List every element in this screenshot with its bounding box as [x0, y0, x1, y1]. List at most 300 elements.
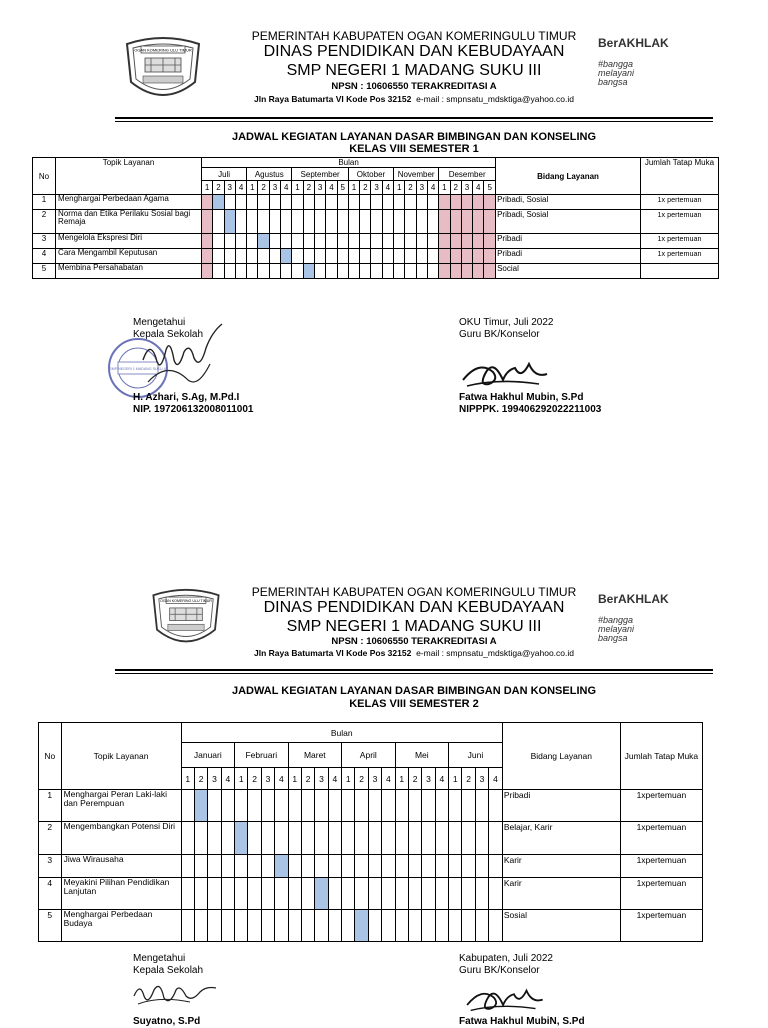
month-header: November — [394, 168, 439, 181]
week-cell — [303, 210, 314, 234]
row-topic: Menghargai Peran Laki-laki dan Perempuan — [61, 790, 181, 822]
week-header: 3 — [422, 768, 435, 790]
col-header-no: No — [39, 723, 62, 790]
email-text: e-mail : smpnsatu_mdsktiga@yahoo.co.id — [416, 94, 574, 104]
week-cell — [461, 195, 472, 210]
week-cell — [301, 855, 314, 878]
week-cell — [394, 249, 405, 264]
week-cell — [328, 878, 341, 910]
week-cell — [261, 910, 274, 942]
week-cell — [439, 234, 450, 249]
row-no: 1 — [39, 790, 62, 822]
week-cell — [213, 234, 224, 249]
week-cell — [247, 249, 258, 264]
week-cell — [439, 249, 450, 264]
week-header: 3 — [269, 181, 280, 195]
week-cell — [489, 790, 503, 822]
month-header: April — [342, 743, 396, 768]
week-cell — [348, 234, 359, 249]
col-header-bulan: Bulan — [181, 723, 502, 743]
month-header: Juli — [202, 168, 247, 181]
sign-right-role: Guru BK/Konselor — [459, 329, 540, 340]
week-header: 3 — [315, 768, 328, 790]
week-cell — [269, 234, 280, 249]
week-cell — [235, 822, 248, 855]
week-cell — [326, 195, 337, 210]
week-cell — [247, 234, 258, 249]
week-cell — [221, 822, 234, 855]
week-cell — [224, 234, 235, 249]
week-cell — [213, 249, 224, 264]
week-cell — [314, 234, 325, 249]
week-cell — [213, 195, 224, 210]
header-row — [39, 723, 703, 743]
week-cell — [326, 249, 337, 264]
week-cell — [416, 234, 427, 249]
week-cell — [221, 910, 234, 942]
week-cell — [368, 790, 381, 822]
week-cell — [326, 210, 337, 234]
week-cell — [224, 210, 235, 234]
row-no: 2 — [39, 822, 62, 855]
week-cell — [235, 234, 246, 249]
headmaster-signature — [138, 320, 228, 395]
week-cell — [281, 210, 292, 234]
row-bidang: Pribadi, Sosial — [496, 210, 641, 234]
month-header: Oktober — [348, 168, 393, 181]
sem1-subtitle: KELAS VIII SEMESTER 1 — [349, 143, 479, 155]
week-cell — [181, 878, 194, 910]
counselor-name: Fatwa Hakhul Mubin, S.Pd — [459, 392, 584, 403]
week-cell — [261, 855, 274, 878]
week-cell — [439, 264, 450, 279]
week-cell — [275, 855, 288, 878]
week-cell — [221, 790, 234, 822]
week-cell — [247, 210, 258, 234]
week-cell — [258, 210, 269, 234]
week-cell — [427, 195, 438, 210]
week-cell — [475, 790, 488, 822]
week-cell — [449, 790, 462, 822]
table-row — [39, 855, 703, 878]
row-no: 4 — [39, 878, 62, 910]
week-cell — [360, 234, 371, 249]
week-cell — [395, 822, 408, 855]
week-cell — [315, 790, 328, 822]
week-cell — [368, 910, 381, 942]
week-cell — [235, 195, 246, 210]
week-header: 2 — [450, 181, 461, 195]
week-cell — [450, 210, 461, 234]
week-cell — [382, 790, 395, 822]
week-cell — [258, 264, 269, 279]
week-header: 1 — [342, 768, 355, 790]
week-cell — [224, 249, 235, 264]
week-cell — [473, 264, 484, 279]
week-cell — [315, 855, 328, 878]
week-cell — [449, 855, 462, 878]
week-header: 3 — [371, 181, 382, 195]
week-cell — [202, 234, 213, 249]
week-cell — [462, 790, 475, 822]
week-cell — [360, 249, 371, 264]
week-cell — [348, 264, 359, 279]
week-cell — [394, 195, 405, 210]
school-name-2: SMP NEGERI 1 MADANG SUKU III — [286, 618, 542, 635]
week-cell — [427, 234, 438, 249]
npsn-line-2: NPSN : 10606550 TERAKREDITASI A — [331, 636, 497, 647]
week-cell — [450, 264, 461, 279]
week-cell — [269, 195, 280, 210]
row-jumlah: 1x pertemuan — [640, 234, 718, 249]
week-cell — [221, 855, 234, 878]
week-cell — [258, 249, 269, 264]
row-no: 5 — [39, 910, 62, 942]
week-cell — [382, 910, 395, 942]
col-header-bidang: Bidang Layanan — [496, 158, 641, 195]
email-text-2: e-mail : smpnsatu_mdsktiga@yahoo.co.id — [416, 648, 574, 658]
row-jumlah: 1xpertemuan — [620, 878, 702, 910]
week-header: 3 — [368, 768, 381, 790]
week-cell — [489, 822, 503, 855]
week-cell — [328, 910, 341, 942]
week-cell — [288, 822, 301, 855]
week-cell — [275, 822, 288, 855]
row-no: 3 — [33, 234, 56, 249]
week-header: 1 — [348, 181, 359, 195]
week-cell — [355, 790, 368, 822]
week-cell — [382, 855, 395, 878]
week-cell — [422, 790, 435, 822]
table-row — [33, 195, 719, 210]
week-cell — [224, 195, 235, 210]
week-cell — [342, 910, 355, 942]
week-cell — [269, 210, 280, 234]
week-cell — [408, 910, 421, 942]
row-bidang: Pribadi — [496, 249, 641, 264]
row-topic: Mengelola Ekspresi Diri — [56, 234, 202, 249]
week-cell — [303, 234, 314, 249]
col-header-topic: Topik Layanan — [56, 158, 202, 195]
row-bidang: Belajar, Karir — [502, 822, 620, 855]
week-header: 1 — [181, 768, 194, 790]
week-cell — [475, 910, 488, 942]
row-topic: Cara Mengambil Keputusan — [56, 249, 202, 264]
week-cell — [315, 822, 328, 855]
week-header: 1 — [292, 181, 303, 195]
week-cell — [484, 234, 496, 249]
week-cell — [484, 195, 496, 210]
week-cell — [194, 855, 207, 878]
week-cell — [247, 195, 258, 210]
week-cell — [292, 234, 303, 249]
table-row — [33, 249, 719, 264]
week-cell — [348, 195, 359, 210]
week-cell — [435, 855, 448, 878]
week-cell — [202, 249, 213, 264]
row-bidang: Karir — [502, 855, 620, 878]
week-cell — [368, 855, 381, 878]
week-cell — [301, 790, 314, 822]
week-header: 4 — [435, 768, 448, 790]
week-cell — [202, 210, 213, 234]
week-cell — [473, 249, 484, 264]
week-cell — [405, 234, 416, 249]
week-cell — [181, 855, 194, 878]
letterhead-rule-2 — [115, 669, 713, 674]
week-cell — [450, 249, 461, 264]
week-header: 1 — [395, 768, 408, 790]
week-cell — [337, 249, 348, 264]
week-header: 1 — [288, 768, 301, 790]
week-cell — [235, 210, 246, 234]
week-header: 2 — [303, 181, 314, 195]
week-cell — [422, 855, 435, 878]
week-header: 1 — [235, 768, 248, 790]
week-cell — [394, 210, 405, 234]
col-header-bulan: Bulan — [202, 158, 496, 168]
sem1-title: JADWAL KEGIATAN LAYANAN DASAR BIMBINGAN DAN KONSELING — [231, 131, 597, 143]
col-header-topic: Topik Layanan — [61, 723, 181, 790]
week-cell — [342, 855, 355, 878]
week-cell — [261, 790, 274, 822]
week-cell — [489, 878, 503, 910]
week-header: 4 — [328, 768, 341, 790]
headmaster-nip: NIP. 197206132008011001 — [133, 404, 254, 415]
row-topic: Norma dan Etika Perilaku Sosial bagi Remaja — [56, 210, 202, 234]
week-cell — [261, 878, 274, 910]
week-cell — [303, 264, 314, 279]
week-cell — [281, 234, 292, 249]
table-row — [33, 210, 719, 234]
week-cell — [484, 264, 496, 279]
week-cell — [422, 878, 435, 910]
week-cell — [314, 210, 325, 234]
week-cell — [281, 195, 292, 210]
row-no: 5 — [33, 264, 56, 279]
headmaster-name: H. Azhari, S.Ag, M.Pd.I — [133, 392, 240, 403]
table-row — [33, 234, 719, 249]
week-cell — [248, 878, 261, 910]
sem2-headmaster-name: Suyatno, S.Pd — [133, 1016, 201, 1027]
week-cell — [416, 249, 427, 264]
week-cell — [439, 195, 450, 210]
week-cell — [235, 249, 246, 264]
row-topic: Mengembangkan Potensi Diri — [61, 822, 181, 855]
week-cell — [258, 195, 269, 210]
week-cell — [355, 855, 368, 878]
week-header: 4 — [275, 768, 288, 790]
table-row — [33, 264, 719, 279]
week-header: 4 — [326, 181, 337, 195]
week-header: 3 — [208, 768, 221, 790]
week-cell — [342, 822, 355, 855]
week-cell — [449, 878, 462, 910]
headmaster-signature-2 — [130, 976, 220, 1012]
week-cell — [202, 195, 213, 210]
week-cell — [382, 264, 393, 279]
week-cell — [408, 822, 421, 855]
regency-seal-logo — [123, 36, 203, 100]
header-row — [33, 158, 719, 168]
govt-name: PEMERINTAH KABUPATEN OGAN KOMERINGULU TIMUR — [251, 29, 577, 43]
week-cell — [450, 234, 461, 249]
week-cell — [342, 790, 355, 822]
week-cell — [342, 878, 355, 910]
week-cell — [416, 210, 427, 234]
week-cell — [208, 878, 221, 910]
week-cell — [194, 878, 207, 910]
row-jumlah: 1x pertemuan — [640, 249, 718, 264]
week-cell — [382, 195, 393, 210]
row-bidang: Social — [496, 264, 641, 279]
sign-left-role: Kepala Sekolah — [133, 329, 204, 340]
berakhlak-logo — [598, 36, 678, 96]
seal-text: OGAN KOMERING ULU TIMUR — [134, 47, 192, 53]
week-cell — [422, 822, 435, 855]
week-cell — [208, 790, 221, 822]
week-cell — [292, 210, 303, 234]
week-header: 5 — [484, 181, 496, 195]
week-cell — [355, 878, 368, 910]
week-cell — [213, 210, 224, 234]
week-cell — [194, 910, 207, 942]
sem1-counselor — [459, 392, 601, 416]
week-cell — [462, 878, 475, 910]
berakhlak-brand-2: BerAKHLAK — [598, 592, 669, 606]
week-header: 2 — [462, 768, 475, 790]
week-header: 2 — [258, 181, 269, 195]
week-cell — [371, 264, 382, 279]
week-cell — [394, 234, 405, 249]
sem2-sign-left-role: Kepala Sekolah — [133, 965, 204, 976]
table-row — [39, 790, 703, 822]
week-cell — [405, 264, 416, 279]
schedule-table-sem2 — [38, 722, 703, 942]
week-cell — [337, 210, 348, 234]
week-cell — [435, 878, 448, 910]
week-cell — [395, 855, 408, 878]
week-cell — [281, 264, 292, 279]
sem2-counselor — [459, 1016, 585, 1028]
row-topic: Menghargai Perbedaan Budaya — [61, 910, 181, 942]
week-cell — [348, 249, 359, 264]
week-cell — [202, 264, 213, 279]
row-topic: Menghargai Perbedaan Agama — [56, 195, 202, 210]
sem2-sign-right-role: Guru BK/Konselor — [459, 965, 540, 976]
office-name-2: DINAS PENDIDIKAN DAN KEBUDAYAAN — [263, 599, 565, 616]
week-cell — [371, 210, 382, 234]
row-jumlah: 1xpertemuan — [620, 855, 702, 878]
week-cell — [473, 234, 484, 249]
week-cell — [382, 210, 393, 234]
week-cell — [314, 195, 325, 210]
week-header: 2 — [248, 768, 261, 790]
week-cell — [382, 822, 395, 855]
week-cell — [208, 855, 221, 878]
week-cell — [301, 878, 314, 910]
week-cell — [303, 249, 314, 264]
sem2-subtitle: KELAS VIII SEMESTER 2 — [349, 698, 479, 710]
seal-text-2: OGAN KOMERING ULU TIMUR — [160, 599, 212, 604]
col-header-no: No — [33, 158, 56, 195]
week-cell — [235, 855, 248, 878]
week-cell — [181, 790, 194, 822]
week-cell — [248, 855, 261, 878]
week-cell — [475, 822, 488, 855]
row-jumlah: 1x pertemuan — [640, 195, 718, 210]
month-header: Januari — [181, 743, 235, 768]
row-bidang: Pribadi — [502, 790, 620, 822]
address-text-2: Jln Raya Batumarta VI Kode Pos 32152 — [254, 648, 412, 658]
week-header: 2 — [408, 768, 421, 790]
sem1-headmaster — [133, 392, 254, 416]
week-cell — [301, 822, 314, 855]
week-cell — [473, 210, 484, 234]
week-cell — [382, 234, 393, 249]
week-cell — [355, 822, 368, 855]
week-cell — [484, 249, 496, 264]
week-cell — [328, 822, 341, 855]
week-header: 3 — [224, 181, 235, 195]
row-no: 4 — [33, 249, 56, 264]
week-cell — [292, 249, 303, 264]
row-jumlah: 1xpertemuan — [620, 822, 702, 855]
week-cell — [258, 234, 269, 249]
week-cell — [315, 878, 328, 910]
week-cell — [337, 234, 348, 249]
sem2-headmaster — [133, 1016, 200, 1028]
week-cell — [461, 234, 472, 249]
month-header: Maret — [288, 743, 342, 768]
week-cell — [435, 790, 448, 822]
week-cell — [269, 264, 280, 279]
week-cell — [314, 264, 325, 279]
week-cell — [235, 790, 248, 822]
table-row — [39, 878, 703, 910]
week-cell — [382, 249, 393, 264]
counselor-signature-2 — [459, 978, 549, 1014]
week-header: 1 — [394, 181, 405, 195]
week-header: 1 — [449, 768, 462, 790]
row-no: 1 — [33, 195, 56, 210]
week-cell — [427, 264, 438, 279]
berakhlak-brand: BerAKHLAK — [598, 36, 669, 50]
week-cell — [275, 910, 288, 942]
week-cell — [427, 210, 438, 234]
row-topic: Meyakini Pilihan Pendidikan Lanjutan — [61, 878, 181, 910]
govt-name-2: PEMERINTAH KABUPATEN OGAN KOMERINGULU TIMUR — [251, 585, 577, 599]
week-cell — [235, 264, 246, 279]
week-cell — [395, 790, 408, 822]
week-cell — [382, 878, 395, 910]
week-header: 2 — [213, 181, 224, 195]
week-cell — [461, 210, 472, 234]
week-cell — [288, 855, 301, 878]
week-cell — [371, 249, 382, 264]
week-header: 1 — [439, 181, 450, 195]
week-cell — [435, 910, 448, 942]
month-header: Februari — [235, 743, 289, 768]
sem1-sign-right — [459, 317, 553, 341]
week-cell — [408, 855, 421, 878]
week-cell — [449, 822, 462, 855]
week-header: 4 — [281, 181, 292, 195]
week-cell — [371, 234, 382, 249]
week-cell — [408, 790, 421, 822]
letterhead-rule-1 — [115, 117, 713, 122]
npsn-line: NPSN : 10606550 TERAKREDITASI A — [331, 81, 497, 92]
